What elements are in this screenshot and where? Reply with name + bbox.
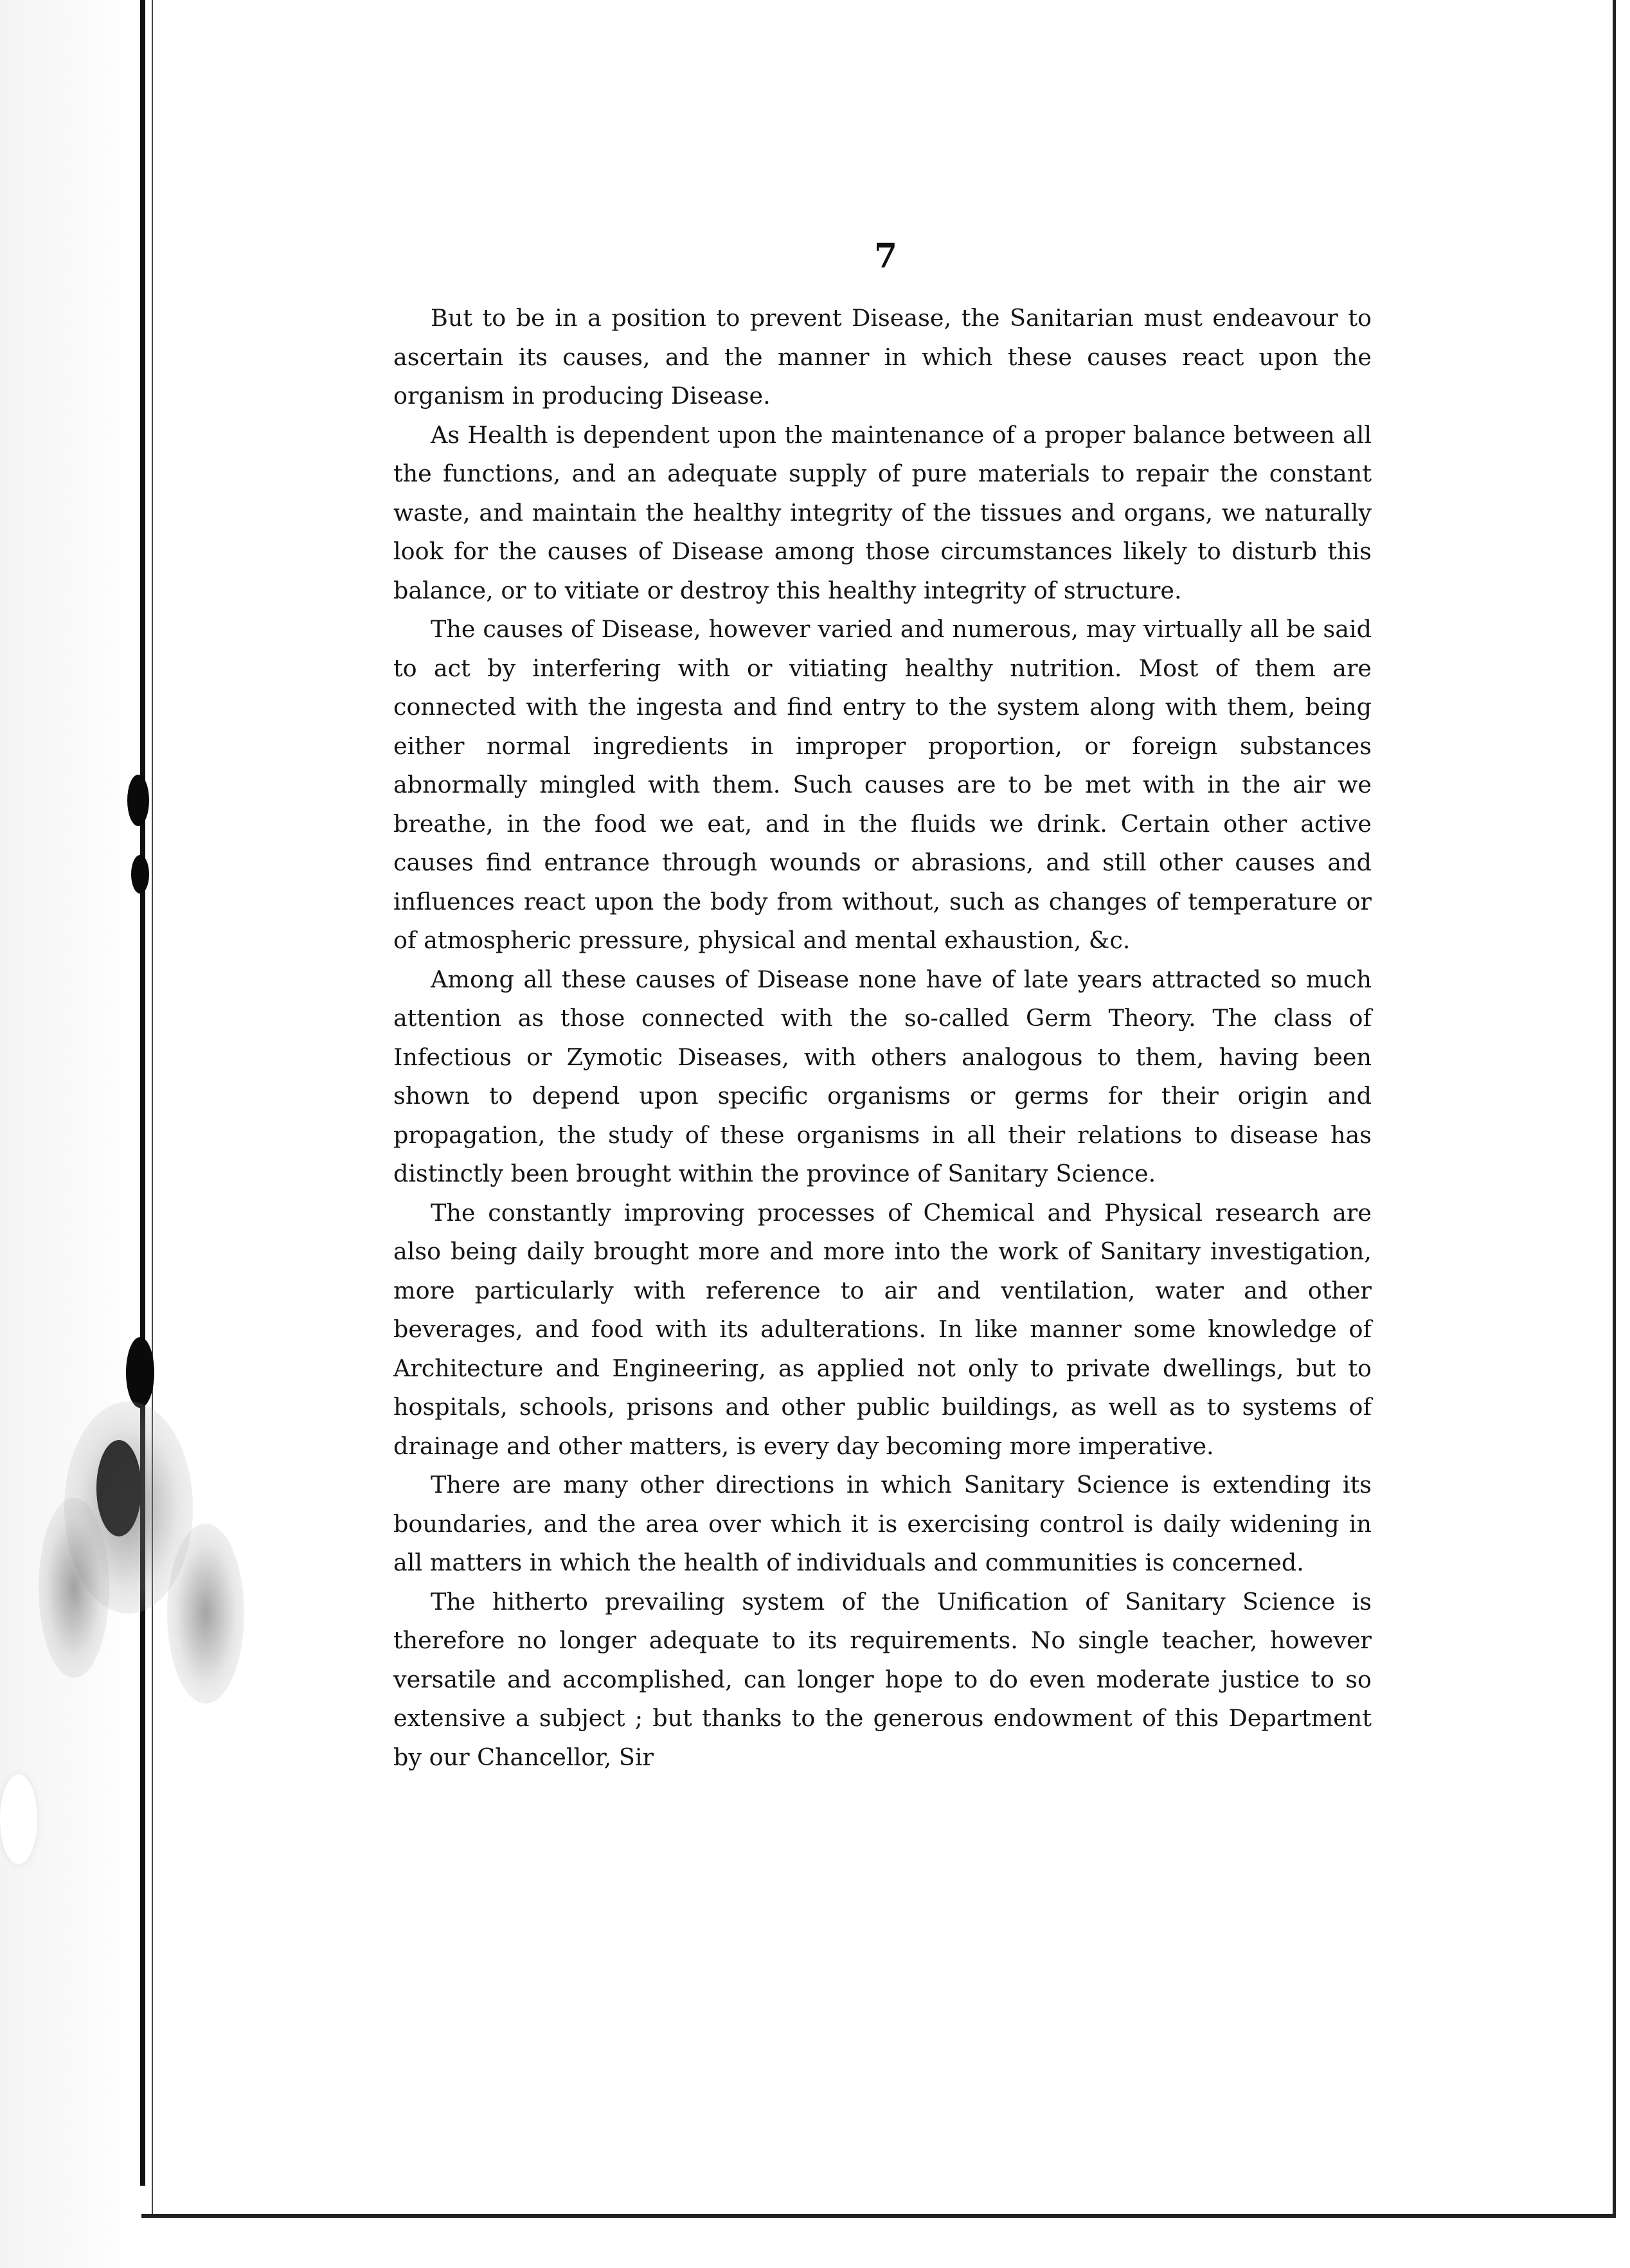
paragraph: As Health is dependent upon the maintenance of a proper balance between all the functions, and an adequate supply of pure materials to repair the constant waste, and maintain the healthy integrity of the tissues and organs, we naturally look for the causes of Disease among those circumstances likely to disturb this balance, or to vitiate or destroy this healthy integrity of structure.	[393, 420, 1372, 604]
paragraph: The causes of Disease, however varied and numerous, may virtually all be said to act by interfering with or vitiating healthy nutrition. Most of them are connected with the ingesta and find entry to the system along with them, being either normal ingredients in improper proportion, or foreign substances abnormally mingled with them. Such causes are to be met with in the air we breathe, in the food we eat, and in the fluids we drink. Certain other active causes find entrance through wounds or abrasions, and still other causes and influences react upon the body from without, such as changes of temperature or of atmospheric pressure, physical and mental exhaustion, &c.	[393, 615, 1372, 954]
ink-blot	[127, 775, 149, 826]
right-page-edge	[1613, 0, 1616, 2218]
paragraph: The constantly improving processes of Chemical and Physical research are also being daily brought more and more into the work of Sanitary investigation, more particularly with reference to air and ventilation, water and other beverages, and food with its adulterations. In like manner some knowledge of Architecture and Engineering, as applied not only to private dwellings, but to hospitals, schools, prisons and other public buildings, as well as to systems of drainage and other matters, is every day becoming more imperative.	[393, 1198, 1372, 1460]
ink-smudge	[39, 1498, 109, 1678]
paragraph: The hitherto prevailing system of the Unification of Sanitary Science is therefore no longer adequate to its requirements. No single teacher, however versatile and accomplished, can longer hope to do even moderate justice to so extensive a subject ; but thanks to the generous endowment of this Department by our Chancellor, Sir	[393, 1587, 1372, 1771]
page-number: 7	[873, 237, 898, 276]
ink-blot	[126, 1337, 154, 1408]
paragraph: Among all these causes of Disease none have of late years attracted so much attention as those connected with the so-called Germ Theory. The class of Infectious or Zymotic Diseases, with others analogous to them, having been shown to depend upon specific organisms or germs for their origin and propagation, the study of these organisms in all their relations to disease has distinctly been brought within the province of Sanitary Science.	[393, 965, 1372, 1187]
spine-edge-line	[140, 0, 145, 2186]
paragraph: But to be in a position to prevent Disease, the Sanitarian must endeavour to ascertain its causes, and the manner in which these causes react upon the organism in producing Disease.	[393, 304, 1372, 410]
ink-blot	[131, 855, 149, 894]
binding-gutter	[0, 0, 135, 2268]
body-text	[393, 299, 1372, 1777]
bottom-page-edge	[141, 2214, 1616, 2218]
paper-hole	[0, 1774, 37, 1864]
ink-smudge	[167, 1524, 244, 1704]
paragraph: There are many other directions in which Sanitary Science is extending its boundaries, and the area over which it is exercising control is daily widening in all matters in which the health of individuals and communities is concerned.	[393, 1471, 1372, 1576]
spine-inner-line	[152, 0, 153, 2218]
